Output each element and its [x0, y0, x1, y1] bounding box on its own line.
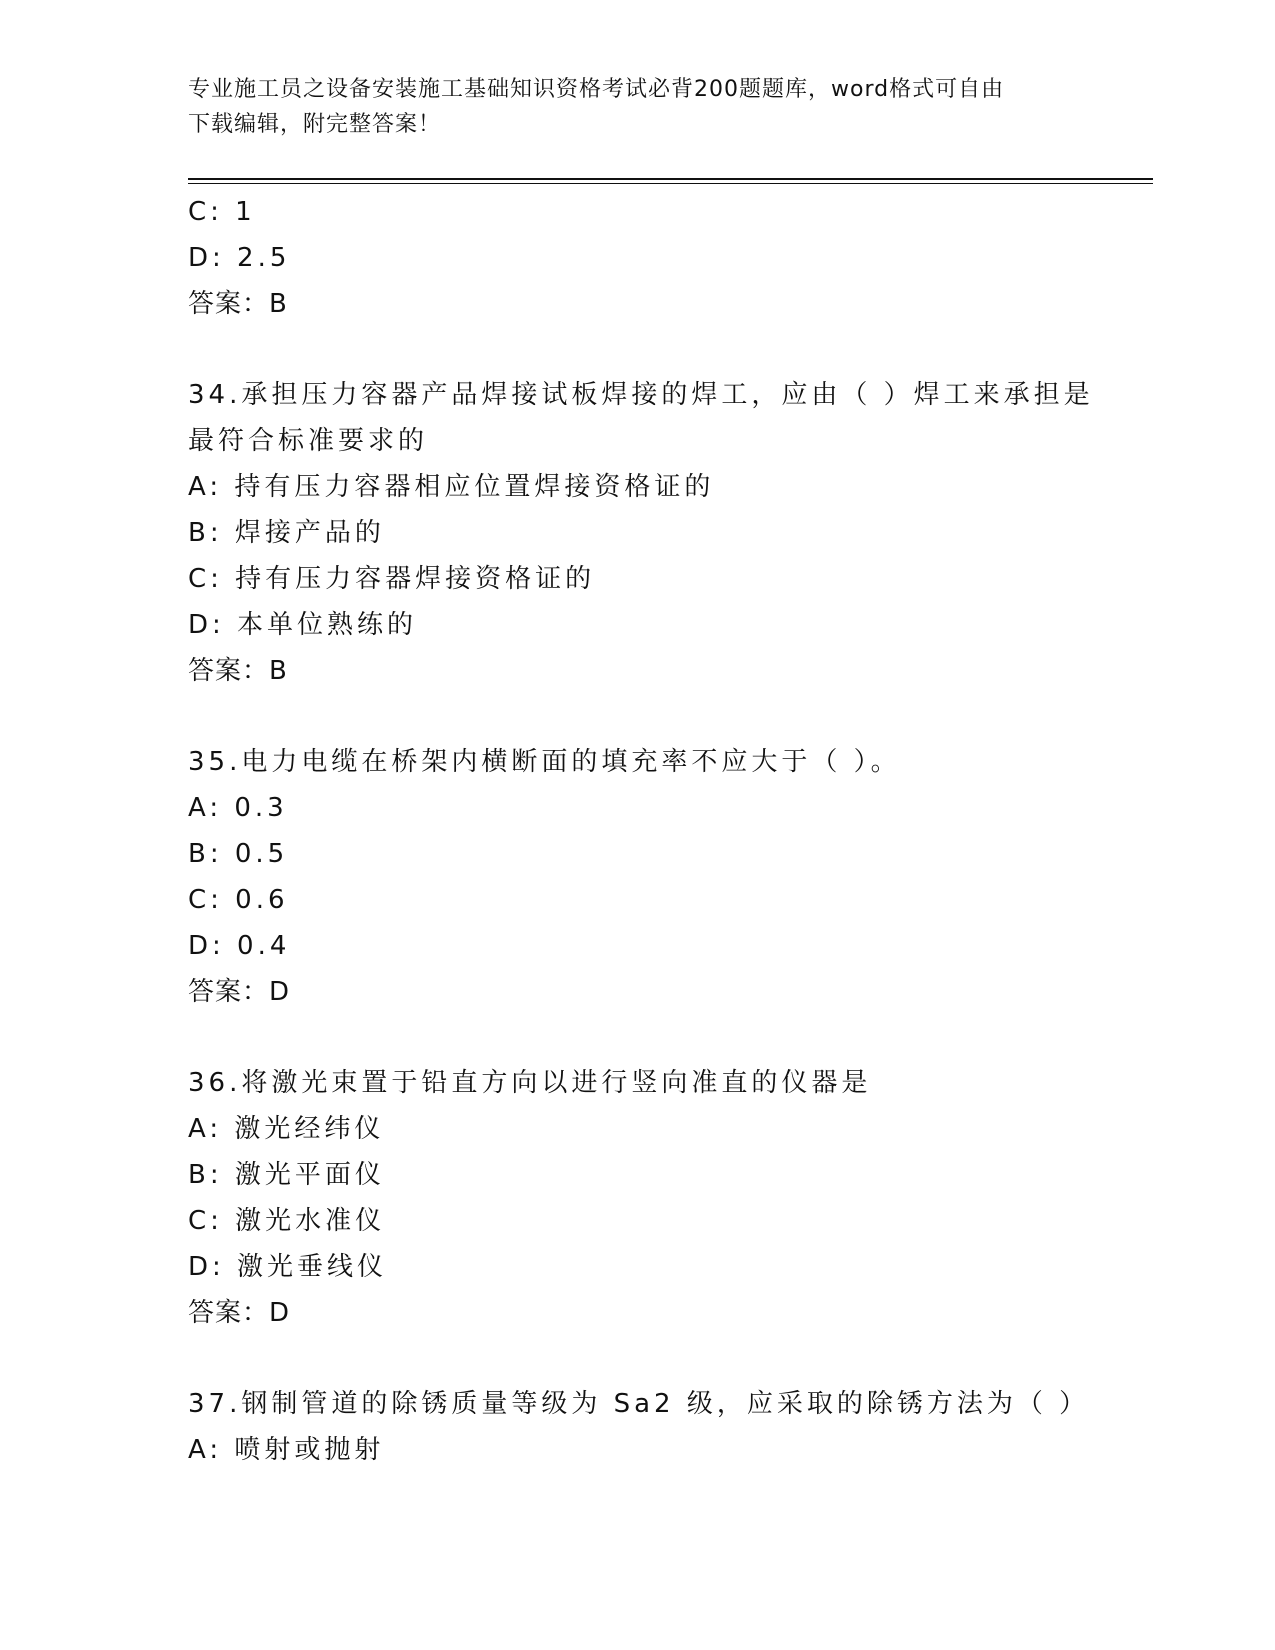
option-a: A: 激光经纬仪: [188, 1114, 385, 1144]
option-c: C: 持有压力容器焊接资格证的: [188, 564, 596, 594]
header-title-line-1: 专业施工员之设备安装施工基础知识资格考试必背200题题库，word格式可自由: [188, 77, 1005, 102]
answer-line: 答案：D: [188, 1298, 291, 1328]
option-d: D: 2.5: [188, 243, 291, 273]
answer-line: 答案：D: [188, 977, 291, 1007]
document-header: [188, 72, 1068, 142]
question-stem: 37.钢制管道的除锈质量等级为 Sa2 级，应采取的除锈方法为（ ）: [188, 1389, 1090, 1419]
question-stem-continued: 最符合标准要求的: [188, 426, 429, 456]
question-stem: 36.将激光束置于铅直方向以进行竖向准直的仪器是: [188, 1068, 872, 1098]
question-list: [188, 189, 1094, 1473]
option-a: A: 持有压力容器相应位置焊接资格证的: [188, 472, 715, 502]
question-spacer: [188, 327, 1088, 372]
question-37: [188, 1381, 1088, 1473]
question-spacer: [188, 1336, 1088, 1381]
option-d: D: 激光垂线仪: [188, 1252, 388, 1282]
option-c: C: 1: [188, 197, 256, 227]
question-33-tail: [188, 189, 1088, 327]
option-c: C: 激光水准仪: [188, 1206, 386, 1236]
answer-line: 答案：B: [188, 289, 288, 319]
question-36: [188, 1060, 1088, 1336]
option-a: A: 0.3: [188, 793, 288, 823]
question-stem: 35.电力电缆在桥架内横断面的填充率不应大于（ ）。: [188, 747, 901, 777]
question-spacer: [188, 694, 1088, 739]
header-title-line-2: 下载编辑，附完整答案！: [188, 112, 442, 137]
question-spacer: [188, 1015, 1088, 1060]
option-b: B: 激光平面仪: [188, 1160, 385, 1190]
question-35: [188, 739, 1088, 1015]
answer-line: 答案：B: [188, 656, 288, 686]
header-divider-thick: [188, 178, 1153, 180]
option-d: D: 本单位熟练的: [188, 610, 418, 640]
option-c: C: 0.6: [188, 885, 289, 915]
option-b: B: 焊接产品的: [188, 518, 385, 548]
option-b: B: 0.5: [188, 839, 289, 869]
question-stem: 34.承担压力容器产品焊接试板焊接的焊工，应由（ ）焊工来承担是: [188, 380, 1094, 410]
option-a: A: 喷射或抛射: [188, 1435, 385, 1465]
header-divider-thin: [188, 183, 1153, 184]
question-34: [188, 372, 1094, 694]
option-d: D: 0.4: [188, 931, 291, 961]
